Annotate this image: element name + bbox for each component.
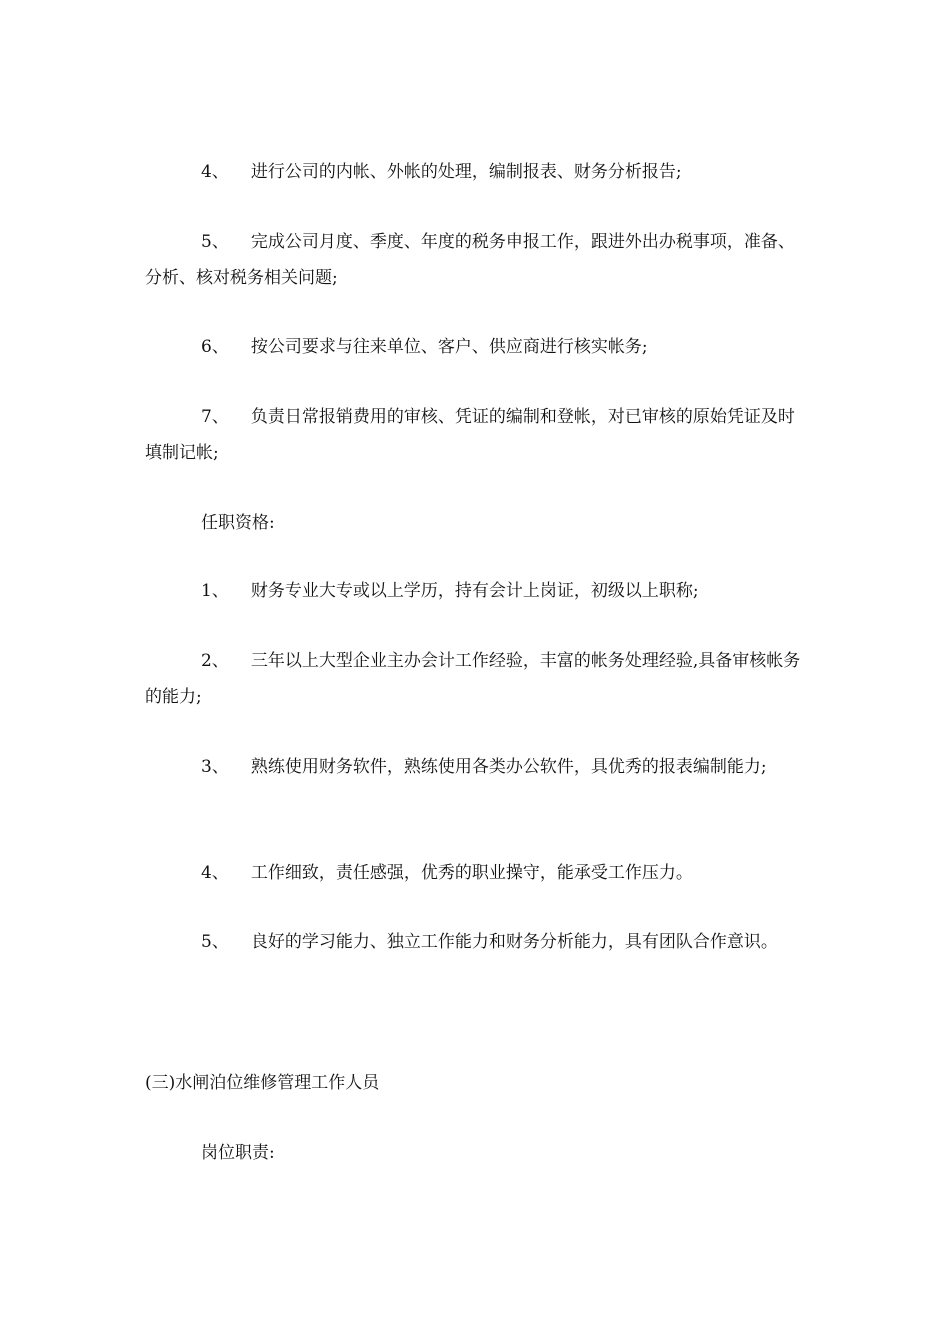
duty-item-5 bbox=[145, 224, 805, 296]
item-number: 5、 bbox=[201, 932, 229, 952]
item-number: 2、 bbox=[201, 651, 229, 671]
duty-item-7 bbox=[145, 399, 805, 471]
item-text: 三年以上大型企业主办会计工作经验，丰富的帐务处理经验,具备审核帐务的能力; bbox=[145, 651, 801, 707]
qualification-item-5 bbox=[145, 924, 805, 960]
duty-item-4 bbox=[145, 154, 805, 190]
item-number: 6、 bbox=[201, 337, 229, 357]
qualification-item-4 bbox=[145, 855, 805, 891]
item-text: 负责日常报销费用的审核、凭证的编制和登帐，对已审核的原始凭证及时填制记帐; bbox=[145, 407, 795, 463]
item-number: 7、 bbox=[201, 407, 229, 427]
duties-heading: 岗位职责: bbox=[201, 1143, 275, 1163]
duty-item-6 bbox=[145, 329, 805, 365]
item-text: 工作细致，责任感强，优秀的职业操守，能承受工作压力。 bbox=[250, 863, 693, 883]
item-number: 4、 bbox=[201, 162, 229, 182]
section-title: (三)水闸泊位维修管理工作人员 bbox=[145, 1073, 380, 1093]
qualification-item-3 bbox=[145, 749, 805, 785]
qualification-item-2 bbox=[145, 643, 805, 715]
qualification-item-1 bbox=[145, 573, 805, 609]
item-text: 财务专业大专或以上学历，持有会计上岗证，初级以上职称; bbox=[250, 581, 699, 601]
item-number: 5、 bbox=[201, 232, 229, 252]
qualifications-heading: 任职资格: bbox=[201, 513, 275, 533]
item-text: 良好的学习能力、独立工作能力和财务分析能力，具有团队合作意识。 bbox=[250, 932, 778, 952]
item-number: 3、 bbox=[201, 757, 229, 777]
item-number: 1、 bbox=[201, 581, 229, 601]
item-text: 完成公司月度、季度、年度的税务申报工作，跟进外出办税事项，准备、分析、核对税务相关问题; bbox=[145, 232, 795, 288]
item-text: 按公司要求与往来单位、客户、供应商进行核实帐务; bbox=[250, 337, 648, 357]
item-text: 进行公司的内帐、外帐的处理，编制报表、财务分析报告; bbox=[250, 162, 682, 182]
item-number: 4、 bbox=[201, 863, 229, 883]
item-text: 熟练使用财务软件，熟练使用各类办公软件，具优秀的报表编制能力; bbox=[250, 757, 767, 777]
